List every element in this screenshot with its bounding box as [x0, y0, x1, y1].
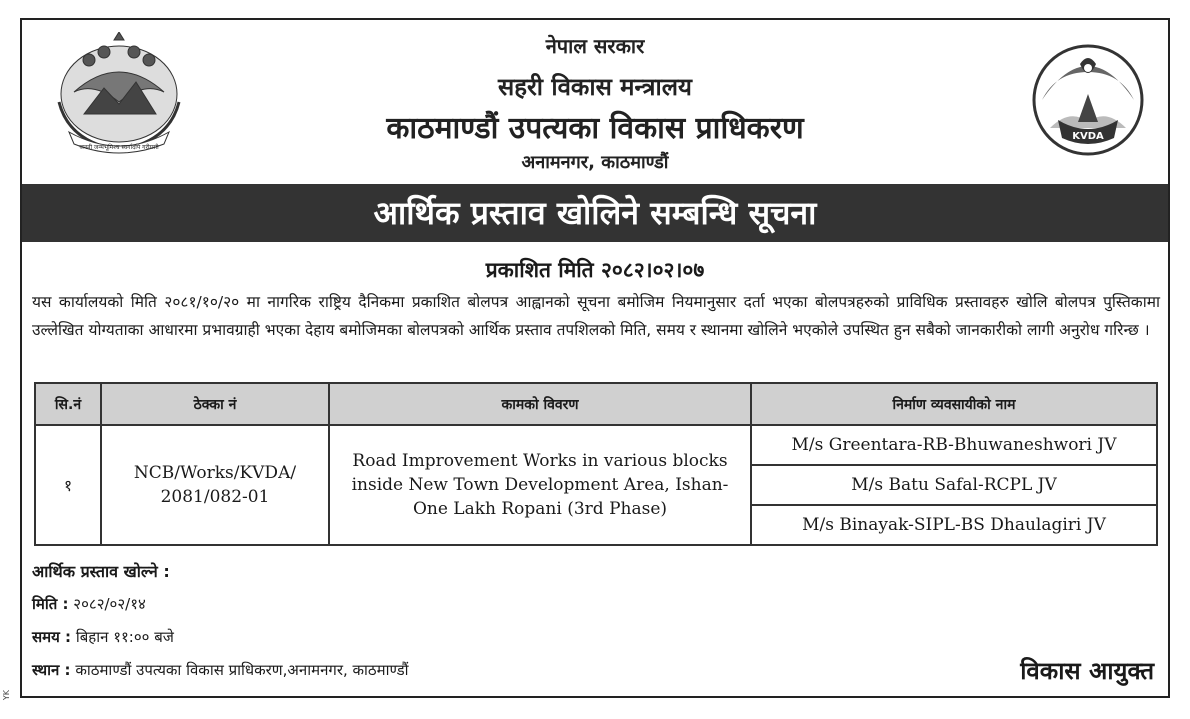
opening-time [32, 627, 174, 647]
opening-place [32, 660, 409, 680]
address: अनामनगर, काठमाण्डौं [521, 152, 669, 173]
col-header-sn: सि.नं [35, 383, 101, 425]
opening-heading: आर्थिक प्रस्ताव खोल्ने : [32, 562, 170, 581]
logo-text: KVDA [1072, 131, 1104, 142]
time-label: समय : [32, 628, 72, 646]
col-header-contractor: निर्माण व्यवसायीको नाम [751, 383, 1157, 425]
cell-description: Road Improvement Works in various blocks inside New Town Development Area, Ishan-One Lakh Ropani (3rd Phase) [329, 425, 751, 545]
authority-name: काठमाण्डौं उपत्यका विकास प्राधिकरण [386, 111, 804, 146]
table-row [35, 425, 1157, 465]
emblem-motto: जननी जन्मभूमिश्च स्वर्गादपि गरीयसी [79, 144, 159, 151]
signatory-title: विकास आयुक्त [1020, 657, 1154, 685]
side-mark: YK [2, 690, 11, 701]
cell-sn: १ [35, 425, 101, 545]
cell-contract-no: NCB/Works/KVDA/ 2081/082-01 [101, 425, 329, 545]
col-header-contract-no: ठेक्का नं [101, 383, 329, 425]
cell-bidder-2: M/s Batu Safal-RCPL JV [751, 465, 1157, 505]
ministry-name: सहरी विकास मन्त्रालय [498, 73, 692, 101]
publication-date: प्रकाशित मिति २०८२।०२।०७ [485, 258, 705, 282]
date-value: २०८२/०२/१४ [73, 595, 146, 613]
cell-bidder-1: M/s Greentara-RB-Bhuwaneshwori JV [751, 425, 1157, 465]
place-label: स्थान : [32, 661, 71, 679]
col-header-description: कामको विवरण [329, 383, 751, 425]
kvda-logo-icon [1030, 42, 1146, 158]
cell-bidder-3: M/s Binayak-SIPL-BS Dhaulagiri JV [751, 505, 1157, 545]
table-header-row [35, 383, 1157, 425]
date-label: मिति : [32, 595, 69, 613]
time-value: बिहान ११:०० बजे [75, 628, 174, 646]
bid-table [34, 382, 1158, 546]
government-name: नेपाल सरकार [545, 34, 645, 58]
notice-body: यस कार्यालयको मिति २०८१/१०/२० मा नागरिक राष्ट्रिय दैनिकमा प्रकाशित बोलपत्र आह्वानको सूचना बमोजिम नियमानुसार दर्ता भएका बोलपत्रहरुको प्राविधिक प्रस्तावहरु खोलि बोलपत्र पुस्तिकामा उल्लेखित योग्यताका आधारमा प्रभावग्राही भएका देहाय बमोजिमका बोलपत्रको आर्थिक प्रस्ताव तपशिलको मिति, समय र स्थानमा खोलिने भएकोले उपस्थित हुन सबैको जानकारीको लागी अनुरोध गरिन्छ । [32, 293, 1160, 339]
header [22, 20, 1168, 184]
notice-frame [20, 18, 1170, 698]
place-value: काठमाण्डौं उपत्यका विकास प्राधिकरण,अनामनगर, काठमाण्डौं [75, 661, 409, 679]
notice-title-banner: आर्थिक प्रस्ताव खोलिने सम्बन्धि सूचना [22, 184, 1168, 242]
opening-date [32, 594, 146, 614]
